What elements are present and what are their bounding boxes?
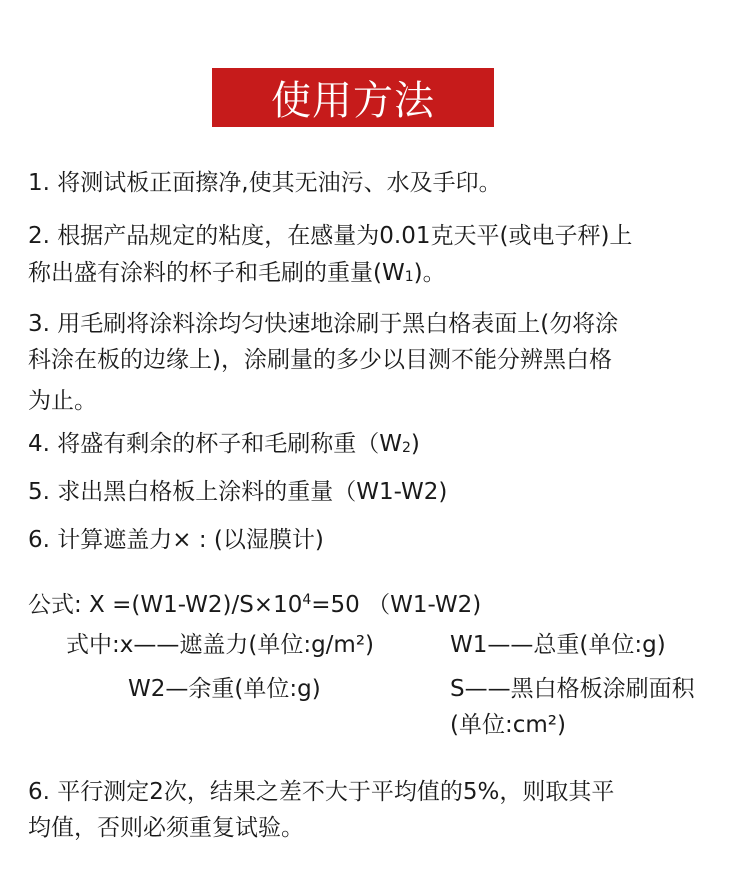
formula-result: =50 （W1-W2): [311, 592, 482, 618]
step-6: 6. 计算遮盖力× : (以湿膜计): [28, 527, 324, 553]
step-2-line-2-text: 称出盛有涂料的杯子和毛刷的重量(W: [28, 260, 405, 286]
step-1: 1. 将测试板正面擦净,使其无油污、水及手印。: [28, 170, 502, 196]
step-4-subscript: 2: [402, 440, 411, 456]
step-2-line-2-end: )。: [413, 260, 446, 286]
step-2-line-1: 2. 根据产品规定的粘度，在感量为0.01克天平(或电子秤)上: [28, 223, 633, 249]
step-3-line-1: 3. 用毛刷将涂料涂均匀快速地涂刷于黑白格表面上(勿将涂: [28, 311, 619, 337]
section-title: [212, 68, 494, 127]
section-title-text: 使用方法: [271, 78, 435, 124]
step-4-end: ): [410, 431, 420, 457]
definition-s-unit: (单位:cm²): [450, 712, 566, 738]
step-3-line-2: 科涂在板的边缘上)，涂刷量的多少以目测不能分辨黑白格: [28, 347, 612, 373]
definition-w2: W2—余重(单位:g): [128, 676, 321, 702]
definition-s: S——黑白格板涂刷面积: [450, 676, 695, 702]
formula-text: 公式: X =(W1-W2)/S×10: [28, 592, 303, 618]
step-4-text: 4. 将盛有剩余的杯子和毛刷称重（W: [28, 431, 402, 457]
formula-line: [28, 584, 481, 621]
definition-w1: W1——总重(单位:g): [450, 632, 666, 658]
final-note-line-1: 6. 平行测定2次，结果之差不大于平均值的5%，则取其平: [28, 779, 615, 805]
final-note-line-2: 均值，否则必须重复试验。: [28, 815, 304, 841]
step-3-line-3: 为止。: [28, 388, 97, 414]
step-5: 5. 求出黑白格板上涂料的重量（W1-W2): [28, 479, 448, 505]
formula-exponent: 4: [302, 592, 312, 608]
definition-x: 式中:x——遮盖力(单位:g/m²): [66, 632, 375, 658]
step-2-line-2: [28, 257, 446, 293]
step-2-subscript: 1: [404, 269, 414, 285]
step-4: [28, 428, 420, 464]
